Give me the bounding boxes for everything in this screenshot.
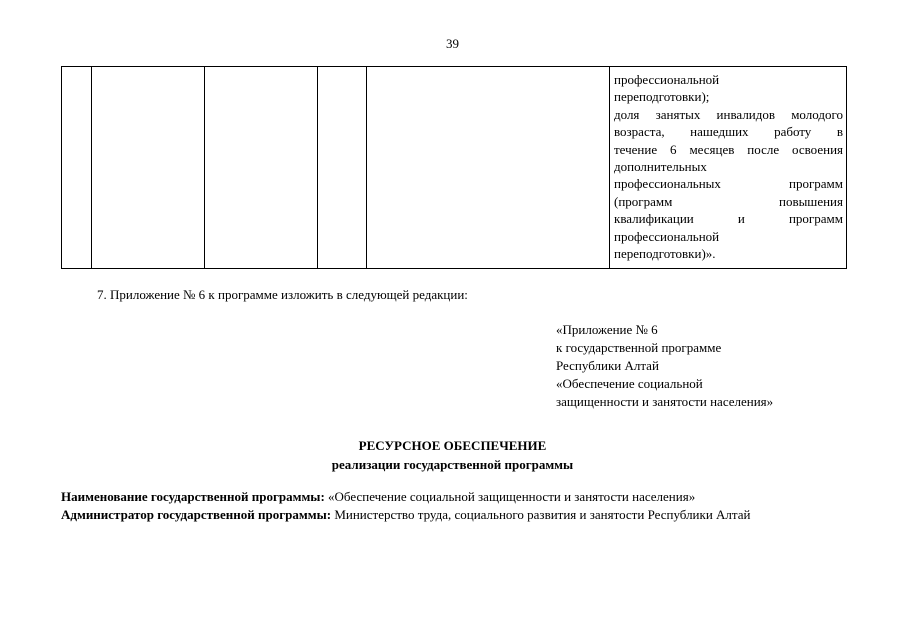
indicator-line: квалификации и программ (614, 211, 843, 227)
table-cell-4 (318, 67, 367, 269)
indicator-line: (программ повышения (614, 193, 843, 209)
indicator-line: профессиональной (614, 228, 720, 244)
indicator-line: возраста, нашедших работу в (614, 124, 843, 140)
indicator-line: доля занятых инвалидов молодого (614, 106, 843, 122)
program-admin-label: Администратор государственной программы: (61, 507, 332, 522)
appendix-header (556, 321, 773, 411)
table-row (62, 67, 847, 269)
indicator-text (610, 67, 846, 264)
amendment-item: 7. Приложение № 6 к программе изложить в следующей редакции: (97, 287, 468, 302)
page-number: 39 (446, 36, 459, 51)
indicator-line: профессиональных программ (614, 176, 843, 192)
program-name-label: Наименование государственной программы: (61, 489, 325, 504)
program-name-value: «Обеспечение социальной защищенности и занятости населения» (328, 489, 696, 504)
indicator-line: переподготовки); (614, 89, 710, 105)
table-cell-2 (92, 67, 205, 269)
appendix-line: «Обеспечение социальной (556, 376, 703, 391)
table-cell-5 (367, 67, 610, 269)
appendix-line: «Приложение № 6 (556, 322, 658, 337)
appendix-line: защищенности и занятости населения» (556, 394, 774, 409)
indicator-line: переподготовки)». (614, 246, 716, 262)
indicator-line: профессиональной (614, 72, 720, 87)
table-cell-1 (62, 67, 92, 269)
section-title: РЕСУРСНОЕ ОБЕСПЕЧЕНИЕ (358, 438, 547, 453)
table-cell-indicators (610, 67, 847, 269)
continuation-table (61, 66, 847, 269)
appendix-line: Республики Алтай (556, 358, 659, 373)
indicator-line: течение 6 месяцев после освоения (614, 141, 843, 157)
program-admin-value: Министерство труда, социального развития и занятости Республики Алтай (334, 507, 751, 522)
program-admin (61, 506, 844, 524)
appendix-line: к государственной программе (556, 340, 722, 355)
program-name (61, 488, 844, 506)
section-subtitle: реализации государственной программы (331, 457, 574, 472)
indicator-line: дополнительных (614, 159, 707, 175)
table-cell-3 (205, 67, 318, 269)
